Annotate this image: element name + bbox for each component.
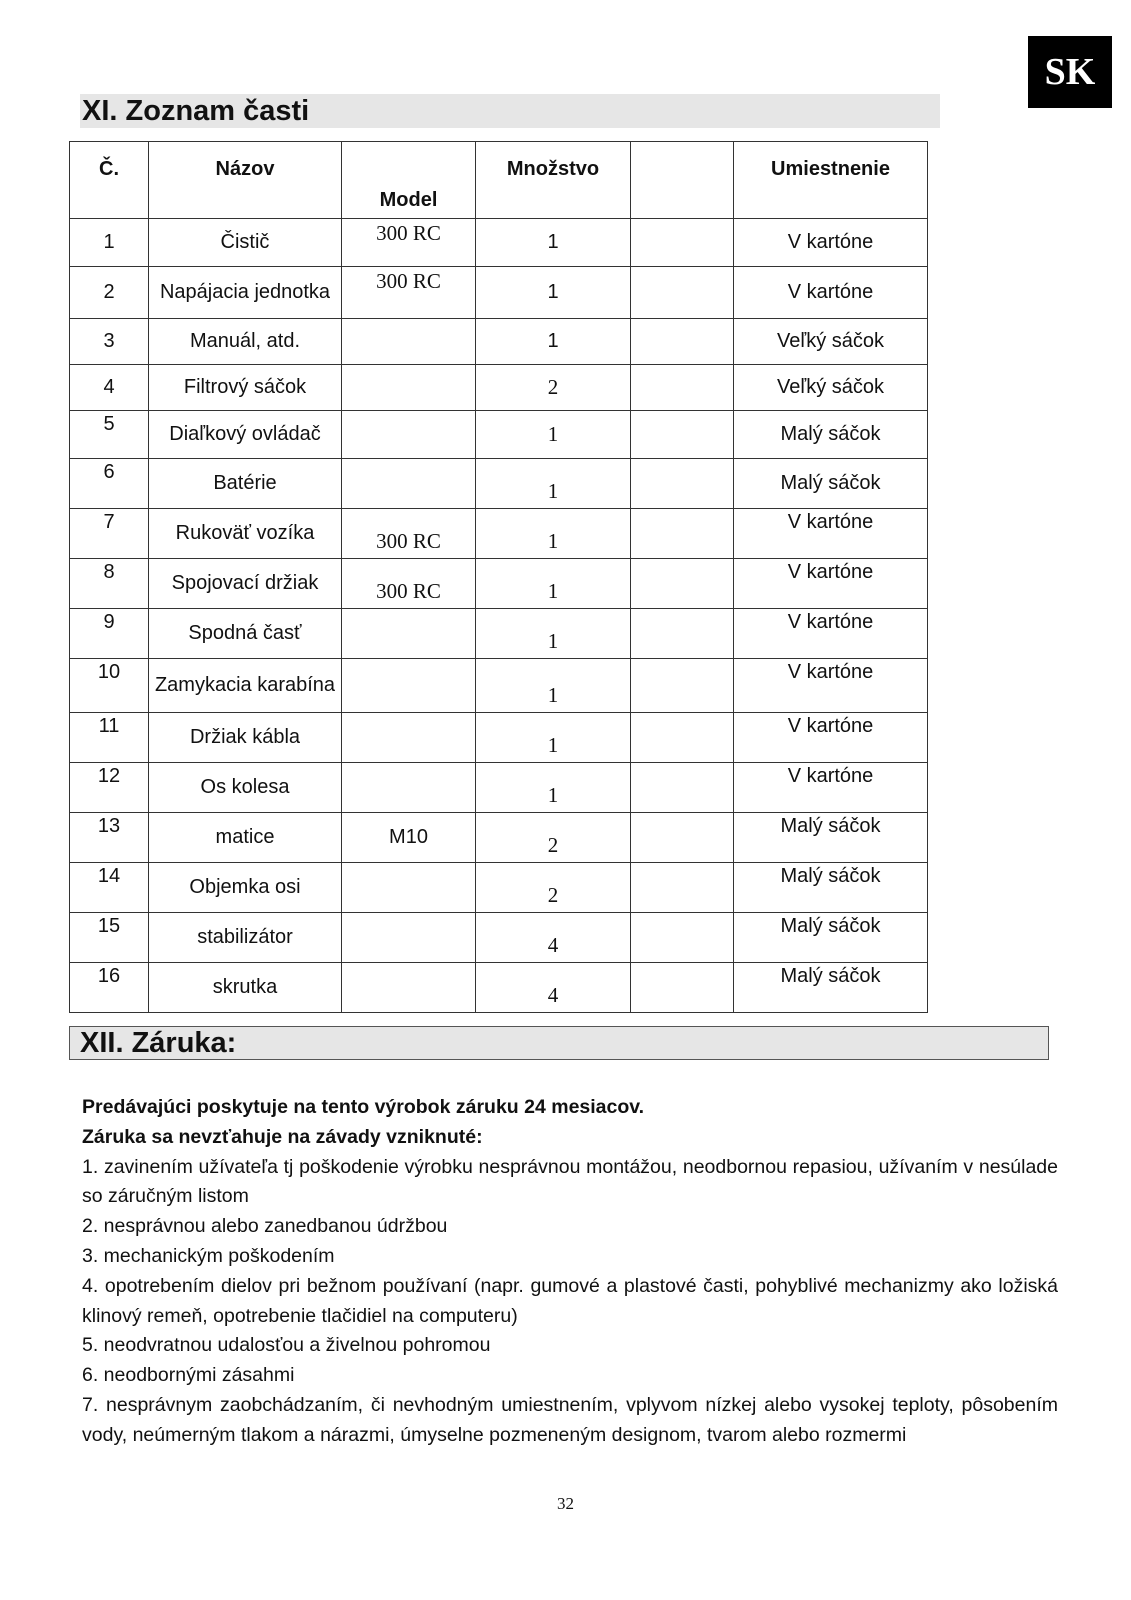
row-model: M10 (342, 813, 476, 863)
row-model (342, 763, 476, 813)
table-row (70, 659, 928, 713)
row-name: Držiak kábla (149, 713, 342, 763)
row-model (342, 459, 476, 509)
row-number: 10 (70, 659, 149, 713)
warranty-item: 1. zavinením užívateľa tj poškodenie výrobku nesprávnou montážou, neodbornou repasiou, užívaním v nesúlade so záručným listom (82, 1155, 1058, 1208)
row-location: Malý sáčok (734, 863, 928, 913)
row-number: 15 (70, 913, 149, 963)
warranty-item: 6. neodbornými zásahmi (82, 1364, 295, 1387)
row-location: V kartóne (734, 559, 928, 609)
row-name: Os kolesa (149, 763, 342, 813)
row-number: 14 (70, 863, 149, 913)
row-number: 1 (70, 219, 149, 267)
row-empty (631, 659, 734, 713)
warranty-item: 3. mechanickým poškodením (82, 1244, 335, 1267)
table-row (70, 509, 928, 559)
row-model: 300 RC (342, 559, 476, 609)
row-model (342, 863, 476, 913)
row-model (342, 713, 476, 763)
row-name: Čistič (149, 219, 342, 267)
row-empty (631, 713, 734, 763)
row-empty (631, 509, 734, 559)
table-row (70, 559, 928, 609)
row-name: Rukoväť vozíka (149, 509, 342, 559)
table-row (70, 319, 928, 365)
row-model (342, 913, 476, 963)
section-title-parts-list: XI. Zoznam časti (80, 94, 940, 128)
warranty-item: 4. opotrebením dielov pri bežnom používaní (napr. gumové a plastové časti, pohyblivé mechanizmy ako ložiská klinový remeň, opotrebenie tlačidiel na computeru) (82, 1274, 1058, 1327)
row-location: V kartóne (734, 509, 928, 559)
row-number: 13 (70, 813, 149, 863)
row-name: stabilizátor (149, 913, 342, 963)
row-location: V kartóne (734, 713, 928, 763)
row-quantity: 4 (476, 913, 631, 963)
row-empty (631, 267, 734, 319)
row-empty (631, 763, 734, 813)
warranty-intro: Predávajúci poskytuje na tento výrobok záruku 24 mesiacov. (82, 1096, 645, 1118)
table-row (70, 219, 928, 267)
header-number: Č. (70, 142, 149, 219)
row-quantity: 1 (476, 713, 631, 763)
row-location: V kartóne (734, 659, 928, 713)
header-empty (631, 142, 734, 219)
row-empty (631, 963, 734, 1013)
row-location: Malý sáčok (734, 459, 928, 509)
row-quantity: 1 (476, 659, 631, 713)
row-model (342, 659, 476, 713)
table-row (70, 763, 928, 813)
row-number: 12 (70, 763, 149, 813)
row-location: V kartóne (734, 267, 928, 319)
row-quantity: 1 (476, 609, 631, 659)
header-model: Model (342, 142, 476, 219)
row-name: matice (149, 813, 342, 863)
row-quantity: 1 (476, 267, 631, 319)
row-empty (631, 609, 734, 659)
table-row (70, 267, 928, 319)
row-number: 3 (70, 319, 149, 365)
row-model: 300 RC (342, 267, 476, 319)
row-name: Diaľkový ovládač (149, 411, 342, 459)
row-location: V kartóne (734, 763, 928, 813)
row-quantity: 1 (476, 509, 631, 559)
row-empty (631, 813, 734, 863)
row-quantity: 2 (476, 813, 631, 863)
table-header-row (70, 142, 928, 219)
row-number: 16 (70, 963, 149, 1013)
row-quantity: 1 (476, 459, 631, 509)
warranty-item: 5. neodvratnou udalosťou a živelnou pohromou (82, 1334, 491, 1357)
table-row (70, 963, 928, 1013)
language-badge: SK (1028, 36, 1112, 108)
row-location: V kartóne (734, 609, 928, 659)
row-location: Veľký sáčok (734, 365, 928, 411)
warranty-text (82, 1093, 1058, 1451)
row-quantity: 1 (476, 411, 631, 459)
row-quantity: 1 (476, 559, 631, 609)
row-quantity: 1 (476, 219, 631, 267)
row-number: 9 (70, 609, 149, 659)
table-row (70, 411, 928, 459)
row-name: skrutka (149, 963, 342, 1013)
row-location: Malý sáčok (734, 813, 928, 863)
row-empty (631, 219, 734, 267)
row-name: Napájacia jednotka (149, 267, 342, 319)
header-name: Názov (149, 142, 342, 219)
row-empty (631, 459, 734, 509)
row-model: 300 RC (342, 509, 476, 559)
row-location: V kartóne (734, 219, 928, 267)
row-name: Objemka osi (149, 863, 342, 913)
table-row (70, 813, 928, 863)
row-empty (631, 863, 734, 913)
warranty-exclusions-heading: Záruka sa nevzťahuje na závady vzniknuté: (82, 1125, 483, 1148)
header-quantity: Množstvo (476, 142, 631, 219)
row-number: 2 (70, 267, 149, 319)
table-row (70, 365, 928, 411)
row-model (342, 411, 476, 459)
row-empty (631, 559, 734, 609)
row-name: Zamykacia karabína (149, 659, 342, 713)
parts-table (69, 141, 928, 1013)
row-model (342, 365, 476, 411)
row-number: 11 (70, 713, 149, 763)
row-empty (631, 913, 734, 963)
row-location: Malý sáčok (734, 411, 928, 459)
table-row (70, 863, 928, 913)
table-row (70, 713, 928, 763)
row-empty (631, 365, 734, 411)
row-quantity: 1 (476, 319, 631, 365)
row-model (342, 609, 476, 659)
warranty-item: 7. nesprávnym zaobchádzaním, či nevhodným umiestnením, vplyvom nízkej alebo vysokej teploty, pôsobením vody, neúmerným tlakom a nárazmi, úmyselne pozmeneným designom, tvarom alebo rozmermi (82, 1393, 1058, 1446)
row-empty (631, 319, 734, 365)
row-name: Manuál, atd. (149, 319, 342, 365)
row-location: Malý sáčok (734, 963, 928, 1013)
header-location: Umiestnenie (734, 142, 928, 219)
row-quantity: 2 (476, 365, 631, 411)
row-location: Veľký sáčok (734, 319, 928, 365)
row-number: 5 (70, 411, 149, 459)
row-name: Filtrový sáčok (149, 365, 342, 411)
row-number: 7 (70, 509, 149, 559)
row-name: Spodná časť (149, 609, 342, 659)
table-row (70, 609, 928, 659)
section-title-warranty: XII. Záruka: (69, 1026, 1049, 1060)
row-model (342, 963, 476, 1013)
row-location: Malý sáčok (734, 913, 928, 963)
row-number: 6 (70, 459, 149, 509)
row-number: 8 (70, 559, 149, 609)
row-name: Spojovací držiak (149, 559, 342, 609)
row-quantity: 1 (476, 763, 631, 813)
warranty-item: 2. nesprávnou alebo zanedbanou údržbou (82, 1215, 448, 1238)
table-row (70, 459, 928, 509)
row-model (342, 319, 476, 365)
row-quantity: 2 (476, 863, 631, 913)
page-number: 32 (557, 1494, 574, 1513)
row-quantity: 4 (476, 963, 631, 1013)
row-name: Batérie (149, 459, 342, 509)
row-number: 4 (70, 365, 149, 411)
row-model: 300 RC (342, 219, 476, 267)
row-empty (631, 411, 734, 459)
table-row (70, 913, 928, 963)
